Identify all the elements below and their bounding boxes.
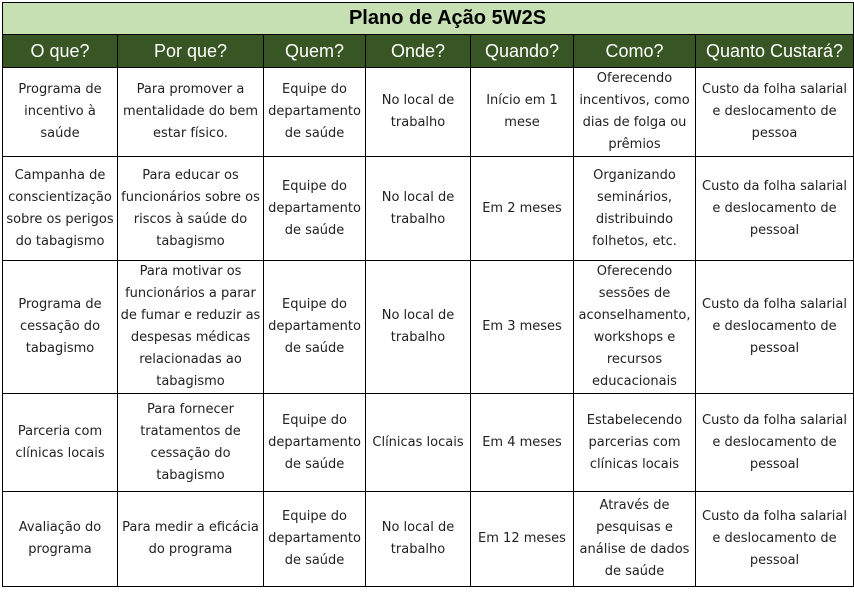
- cell-cost[interactable]: Custo da folha salarial e deslocamento de pessoa: [696, 68, 854, 157]
- cell-why[interactable]: Para educar os funcionários sobre os riscos à saúde do tabagismo: [118, 157, 264, 261]
- cell-what[interactable]: Programa de incentivo à saúde: [3, 68, 118, 157]
- cell-why[interactable]: Para motivar os funcionários a parar de fumar e reduzir as despesas médicas relacionadas ao tabagismo: [118, 261, 264, 394]
- cell-when[interactable]: Em 3 meses: [471, 261, 574, 394]
- cell-how[interactable]: Oferecendo sessões de aconselhamento, workshops e recursos educacionais: [574, 261, 696, 394]
- table-row: [3, 261, 854, 394]
- table-row: [3, 157, 854, 261]
- cell-when[interactable]: Em 4 meses: [471, 394, 574, 492]
- header-cost[interactable]: Quanto Custará?: [696, 35, 854, 68]
- cell-who[interactable]: Equipe do departamento de saúde: [264, 492, 366, 587]
- table-row: [3, 68, 854, 157]
- cell-what[interactable]: Programa de cessação do tabagismo: [3, 261, 118, 394]
- cell-where[interactable]: No local de trabalho: [366, 157, 471, 261]
- header-row: [3, 35, 854, 68]
- header-what[interactable]: O que?: [3, 35, 118, 68]
- cell-where[interactable]: Clínicas locais: [366, 394, 471, 492]
- cell-what[interactable]: Avaliação do programa: [3, 492, 118, 587]
- cell-why[interactable]: Para promover a mentalidade do bem estar físico.: [118, 68, 264, 157]
- action-plan-sheet: [2, 2, 854, 587]
- cell-where[interactable]: No local de trabalho: [366, 492, 471, 587]
- cell-how[interactable]: Através de pesquisas e análise de dados de saúde: [574, 492, 696, 587]
- cell-what[interactable]: Campanha de conscientização sobre os perigos do tabagismo: [3, 157, 118, 261]
- header-why[interactable]: Por que?: [118, 35, 264, 68]
- cell-when[interactable]: Início em 1 mese: [471, 68, 574, 157]
- table-row: [3, 492, 854, 587]
- cell-when[interactable]: Em 2 meses: [471, 157, 574, 261]
- header-who[interactable]: Quem?: [264, 35, 366, 68]
- cell-who[interactable]: Equipe do departamento de saúde: [264, 68, 366, 157]
- cell-who[interactable]: Equipe do departamento de saúde: [264, 261, 366, 394]
- cell-why[interactable]: Para medir a eficácia do programa: [118, 492, 264, 587]
- header-how[interactable]: Como?: [574, 35, 696, 68]
- cell-who[interactable]: Equipe do departamento de saúde: [264, 394, 366, 492]
- cell-when[interactable]: Em 12 meses: [471, 492, 574, 587]
- cell-why[interactable]: Para fornecer tratamentos de cessação do tabagismo: [118, 394, 264, 492]
- title-row: [3, 3, 854, 35]
- action-plan-table: [2, 2, 854, 587]
- cell-who[interactable]: Equipe do departamento de saúde: [264, 157, 366, 261]
- cell-how[interactable]: Estabelecendo parcerias com clínicas locais: [574, 394, 696, 492]
- header-when[interactable]: Quando?: [471, 35, 574, 68]
- cell-how[interactable]: Organizando seminários, distribuindo folhetos, etc.: [574, 157, 696, 261]
- table-row: [3, 394, 854, 492]
- cell-where[interactable]: No local de trabalho: [366, 261, 471, 394]
- cell-cost[interactable]: Custo da folha salarial e deslocamento de pessoal: [696, 394, 854, 492]
- cell-how[interactable]: Oferecendo incentivos, como dias de folga ou prêmios: [574, 68, 696, 157]
- cell-what[interactable]: Parceria com clínicas locais: [3, 394, 118, 492]
- header-where[interactable]: Onde?: [366, 35, 471, 68]
- cell-cost[interactable]: Custo da folha salarial e deslocamento de pessoal: [696, 157, 854, 261]
- cell-where[interactable]: No local de trabalho: [366, 68, 471, 157]
- table-title[interactable]: Plano de Ação 5W2S: [3, 3, 854, 35]
- cell-cost[interactable]: Custo da folha salarial e deslocamento de pessoal: [696, 261, 854, 394]
- cell-cost[interactable]: Custo da folha salarial e deslocamento de pessoal: [696, 492, 854, 587]
